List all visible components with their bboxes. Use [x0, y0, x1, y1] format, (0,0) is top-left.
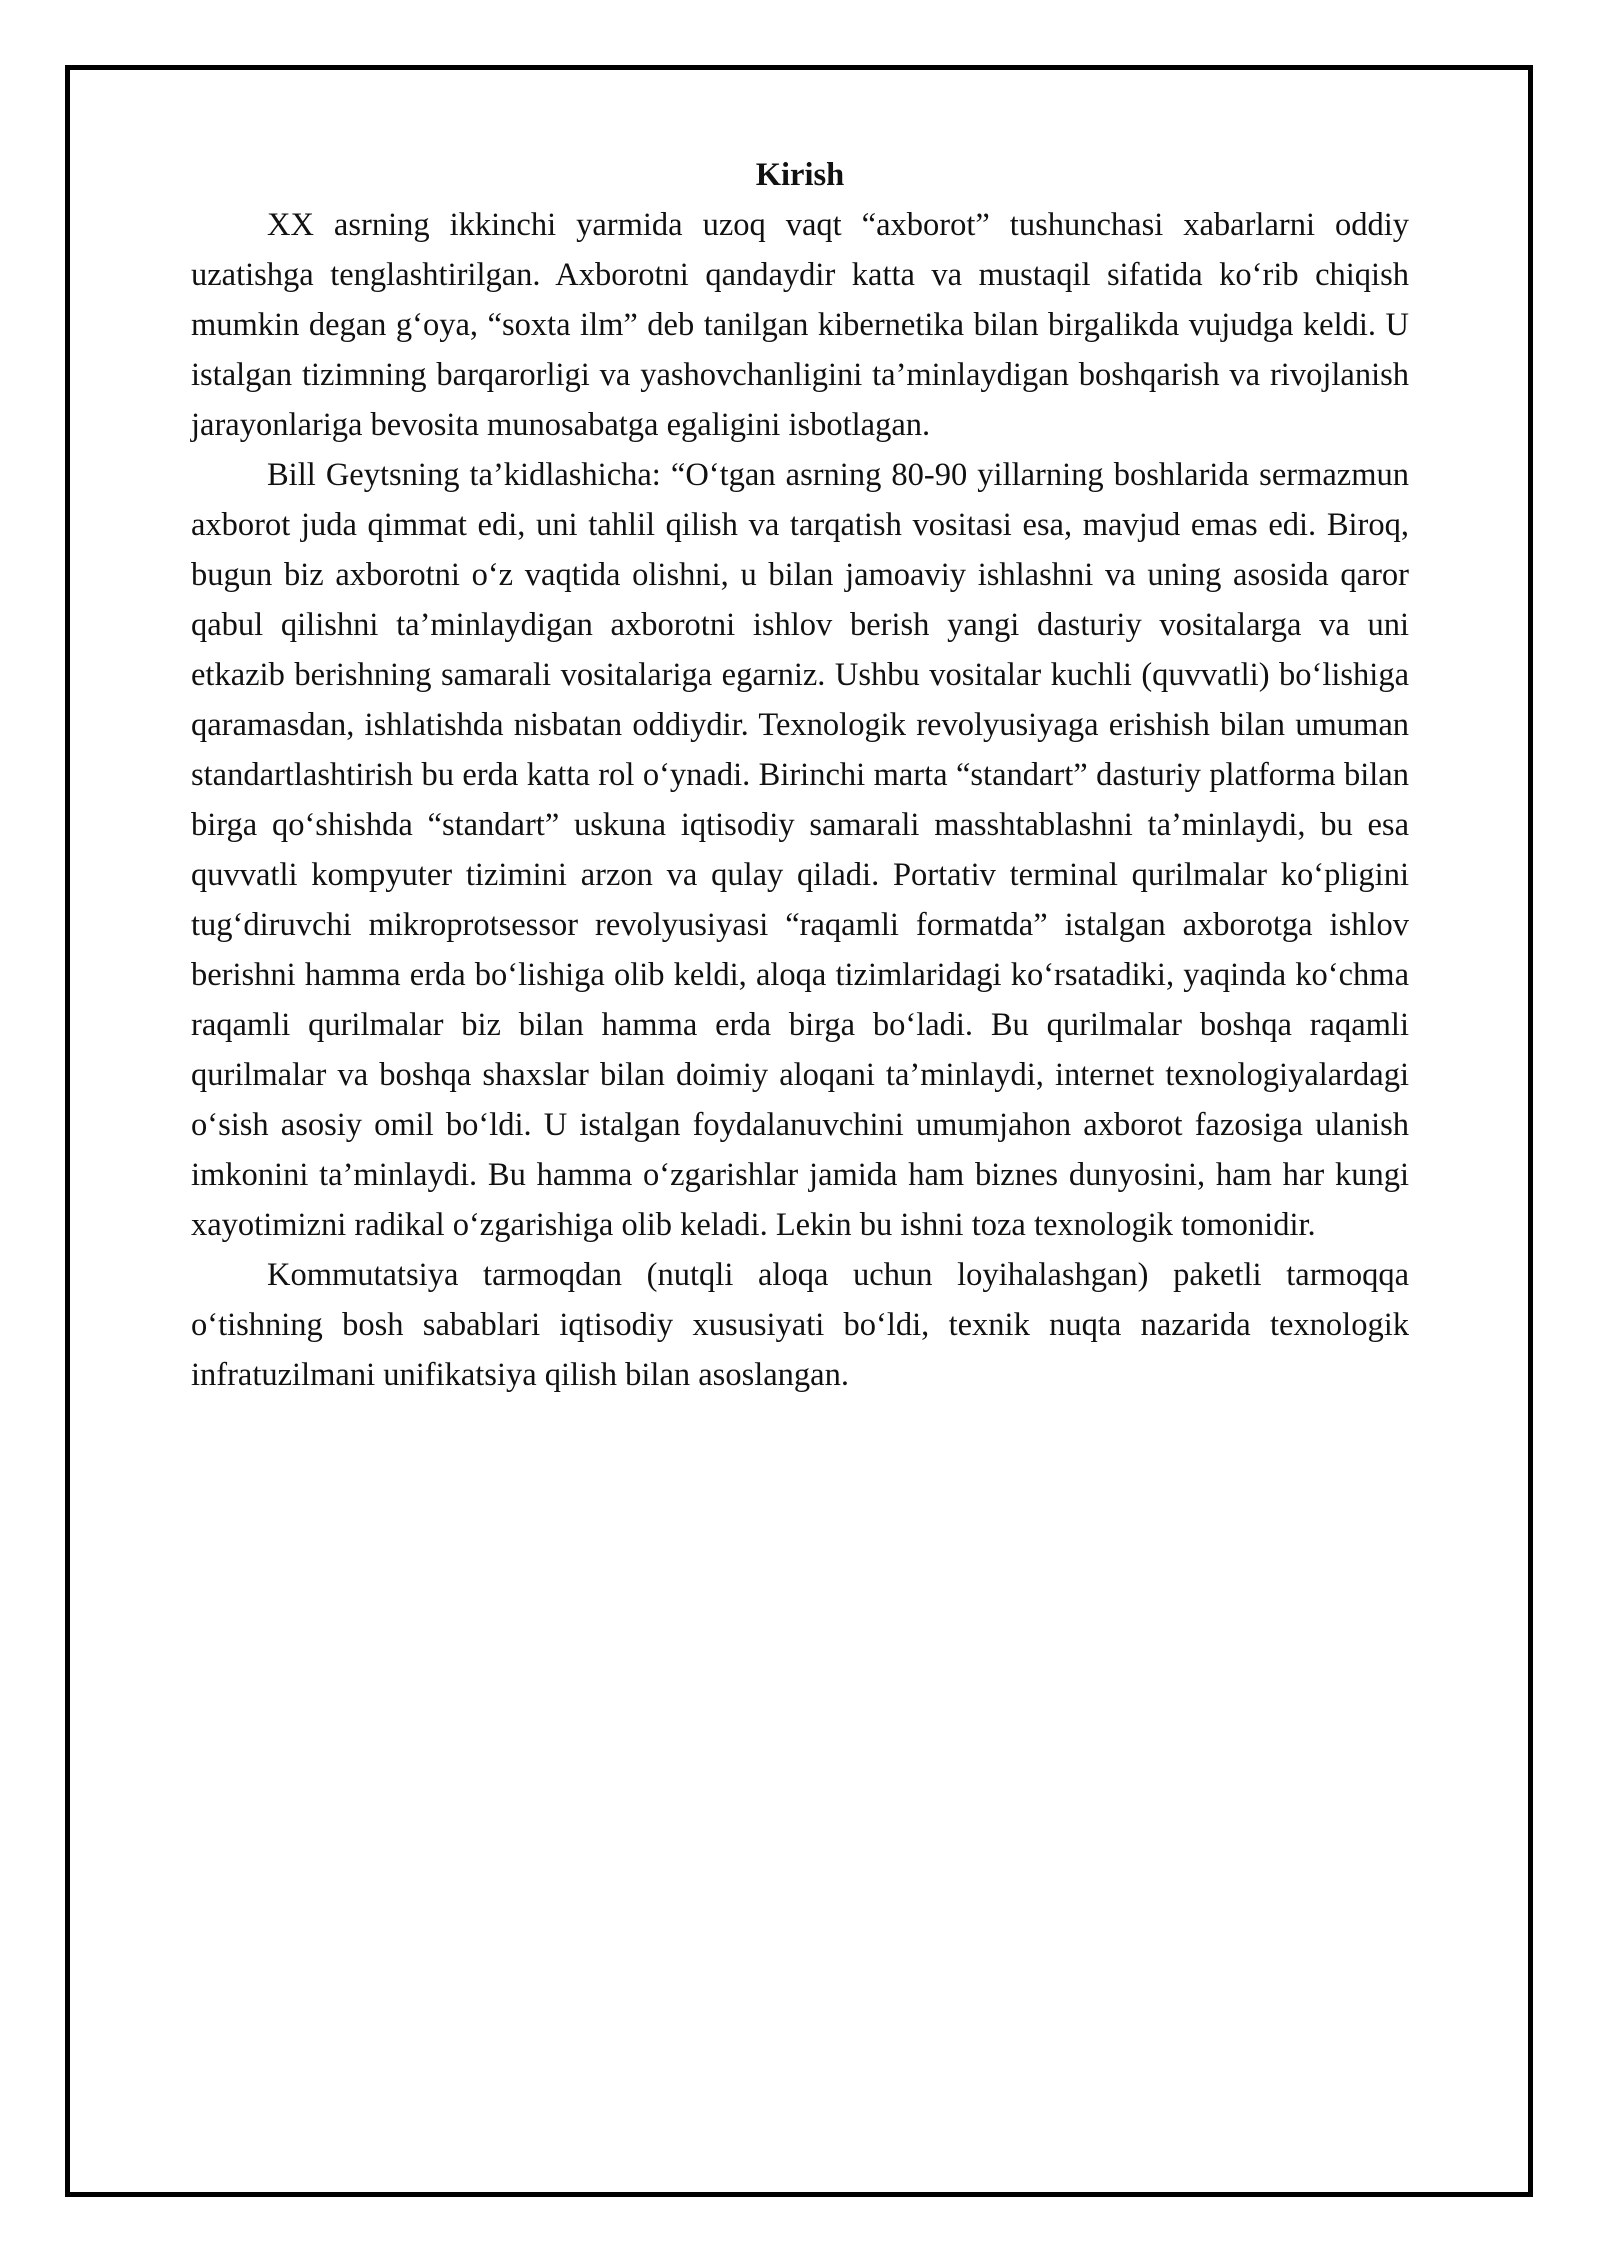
- paragraph-3: Kommutatsiya tarmoqdan (nutqli aloqa uchun loyihalashgan) paketli tarmoqqa oʻtishning bosh sabablari iqtisodiy xususiyati boʻldi, texnik nuqta nazarida texnologik infratuzilmani unifikatsiya qilish bilan asoslangan.: [191, 1257, 1409, 1393]
- paragraph-1: XX asrning ikkinchi yarmida uzoq vaqt “axborot” tushunchasi xabarlarni oddiy uzatishga tenglashtirilgan. Axborotni qandaydir katta va mustaqil sifatida koʻrib chiqish mumkin degan gʻoya, “soxta ilm” deb tanilgan kibernetika bilan birgalikda vujudga keldi. U istalgan tizimning barqarorligi va yashovchanligini ta’minlaydigan boshqarish va rivojlanish jarayonlariga bevosita munosabatga egaligini isbotlagan.: [191, 207, 1409, 443]
- paragraph-2: Bill Geytsning ta’kidlashicha: “Oʻtgan asrning 80-90 yillarning boshlarida sermazmun axborot juda qimmat edi, uni tahlil qilish va tarqatish vositasi esa, mavjud emas edi. Biroq, bugun biz axborotni oʻz vaqtida olishni, u bilan jamoaviy ishlashni va uning asosida qaror qabul qilishni ta’minlaydigan axborotni ishlov berish yangi dasturiy vositalarga va uni etkazib berishning samarali vositalariga egarniz. Ushbu vositalar kuchli (quvvatli) boʻlishiga qaramasdan, ishlatishda nisbatan oddiydir. Texnologik revolyusiyaga erishish bilan umuman standartlashtirish bu erda katta rol oʻynadi. Birinchi marta “standart” dasturiy platforma bilan birga qoʻshishda “standart” uskuna iqtisodiy samarali masshtablashni ta’minlaydi, bu esa quvvatli kompyuter tizimini arzon va qulay qiladi. Portativ terminal qurilmalar koʻpligini tugʻdiruvchi mikroprotsessor revolyusiyasi “raqamli formatda” istalgan axborotga ishlov berishni hamma erda boʻlishiga olib keldi, aloqa tizimlaridagi koʻrsatadiki, yaqinda koʻchma raqamli qurilmalar biz bilan hamma erda birga boʻladi. Bu qurilmalar boshqa raqamli qurilmalar va boshqa shaxslar bilan doimiy aloqani ta’minlaydi, internet texnologiyalardagi oʻsish asosiy omil boʻldi. U istalgan foydalanuvchini umumjahon axborot fazosiga ulanish imkonini ta’minlaydi. Bu hamma oʻzgarishlar jamida ham biznes dunyosini, ham har kungi xayotimizni radikal oʻzgarishiga olib keladi. Lekin bu ishni toza texnologik tomonidir.: [191, 457, 1409, 1243]
- document-title: Kirish: [755, 157, 845, 193]
- document-body: [191, 150, 1409, 1400]
